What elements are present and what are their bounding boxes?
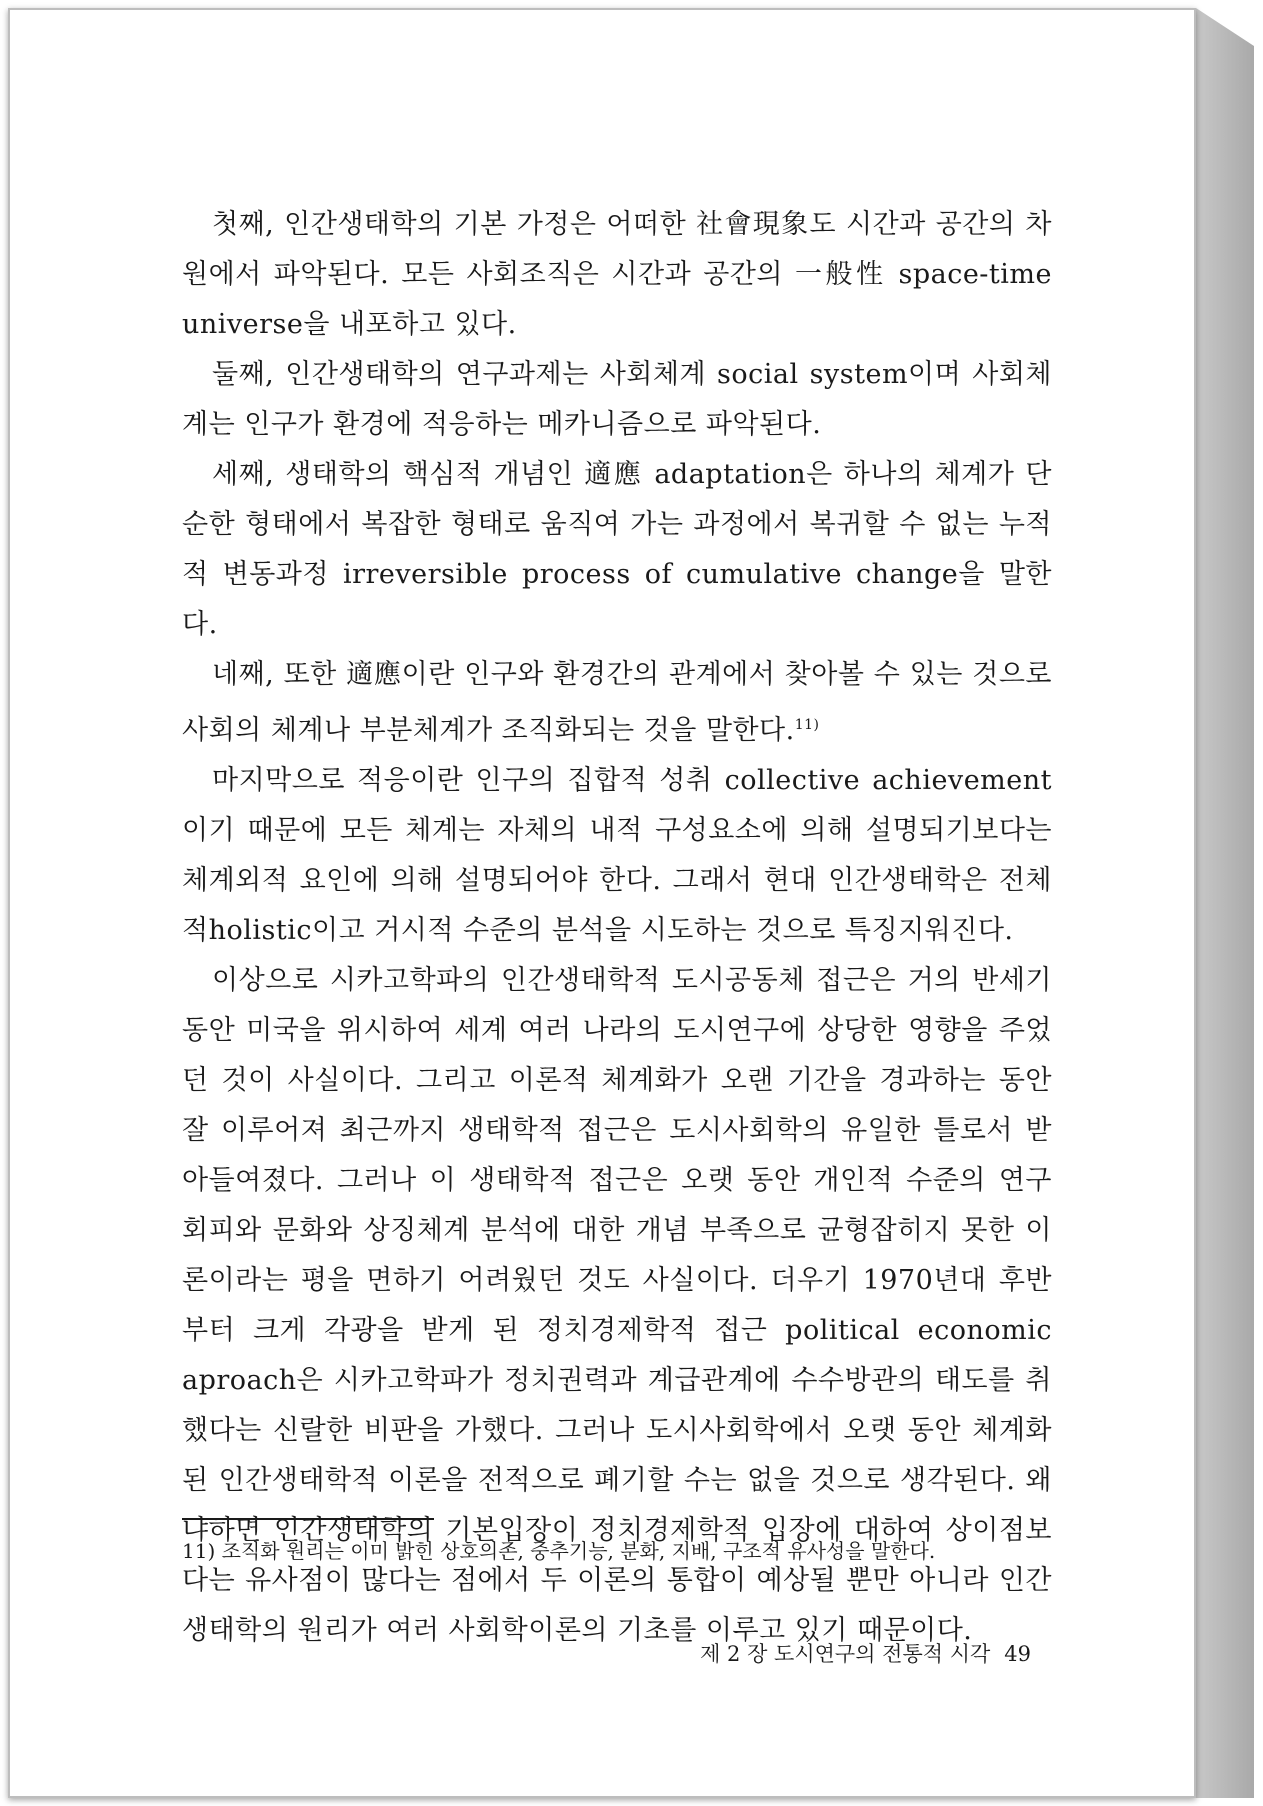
paragraph-second: 둘째, 인간생태학의 연구과제는 사회체계 social system이며 사회체계는 인구가 환경에 적응하는 메카니즘으로 파악된다. [182, 359, 1052, 440]
body-text [182, 200, 1052, 1656]
chapter-title: 제 2 장 도시연구의 전통적 시각 [700, 1642, 991, 1666]
footnote-reference: 11) [794, 717, 820, 733]
footnote-divider [182, 1518, 434, 1520]
paragraph-fourth [182, 650, 1052, 756]
paragraph-fifth: 마지막으로 적응이란 인구의 집합적 성취 collective achievement이기 때문에 모든 체계는 자체의 내적 구성요소에 의해 설명되기보다는 체계외적 요인에 의해 설명되어야 한다. 그래서 현대 인간생태학은 전체적holistic이고 거시적 수준의 분석을 시도하는 것으로 특징지워진다. [182, 765, 1052, 946]
paragraph-first: 첫째, 인간생태학의 기본 가정은 어떠한 社會現象도 시간과 공간의 차원에서 파악된다. 모든 사회조직은 시간과 공간의 一般性 space-time universe을 내포하고 있다. [182, 209, 1052, 340]
paragraph-fourth-text: 네째, 또한 適應이란 인구와 환경간의 관계에서 찾아볼 수 있는 것으로 사회의 체계나 부분체계가 조직화되는 것을 말한다. [182, 659, 1052, 746]
footnote: 11) 조직화 원리는 이미 밝힌 상호의존, 중추기능, 분화, 지배, 구조적 유사성을 말한다. [182, 1539, 936, 1563]
running-footer [700, 1638, 1031, 1668]
page-edge-thickness [1196, 8, 1254, 1798]
paragraph-third: 세째, 생태학의 핵심적 개념인 適應 adaptation은 하나의 체계가 단순한 형태에서 복잡한 형태로 움직여 가는 과정에서 복귀할 수 없는 누적적 변동과정 irreversible process of cumulative change을 말한다. [182, 459, 1052, 640]
page-number: 49 [1004, 1642, 1031, 1666]
paragraph-sixth: 이상으로 시카고학파의 인간생태학적 도시공동체 접근은 거의 반세기 동안 미국을 위시하여 세계 여러 나라의 도시연구에 상당한 영향을 주었던 것이 사실이다. 그리고 이론적 체계화가 오랜 기간을 경과하는 동안 잘 이루어져 최근까지 생태학적 접근은 도시사회학의 유일한 틀로서 받아들여졌다. 그러나 이 생태학적 접근은 오랫 동안 개인적 수준의 연구 회피와 문화와 상징체계 분석에 대한 개념 부족으로 균형잡히지 못한 이론이라는 평을 면하기 어려웠던 것도 사실이다. 더우기 1970년대 후반부터 크게 각광을 받게 된 정치경제학적 접근 political economic aproach은 시카고학파가 정치권력과 계급관계에 수수방관의 태도를 취했다는 신랄한 비판을 가했다. 그러나 도시사회학에서 오랫 동안 체계화된 인간생태학적 이론을 전적으로 폐기할 수는 없을 것으로 생각된다. 왜냐하면 인간생태학의 기본입장이 정치경제학적 입장에 대하여 상이점보다는 유사점이 많다는 점에서 두 이론의 통합이 예상될 뿐만 아니라 인간생태학의 원리가 여러 사회학이론의 기초를 이루고 있기 때문이다. [182, 965, 1052, 1646]
